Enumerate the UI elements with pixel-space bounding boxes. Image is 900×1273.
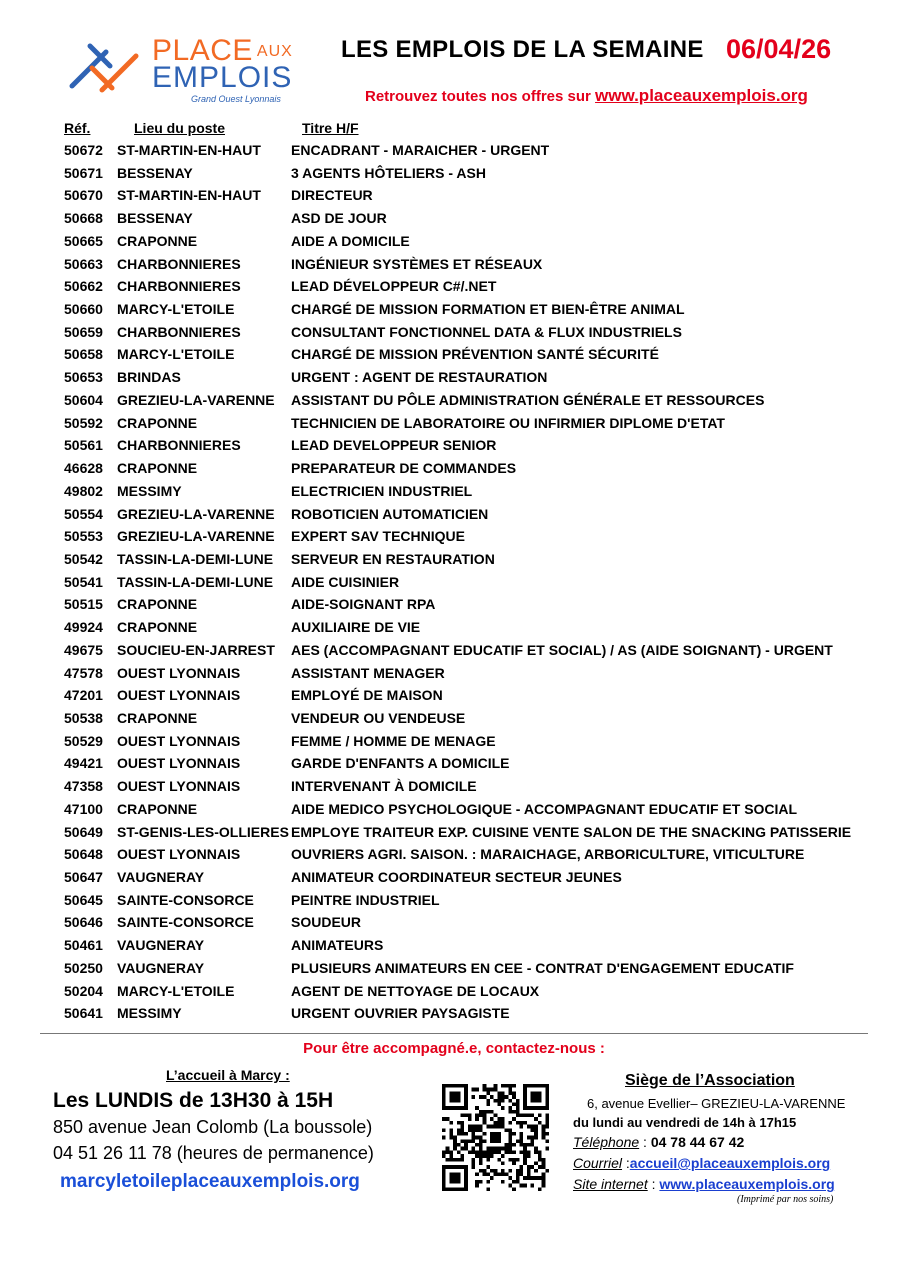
job-title: CHARGÉ DE MISSION PRÉVENTION SANTÉ SÉCURITÉ [291,346,659,363]
job-title: ANIMATEUR COORDINATEUR SECTEUR JEUNES [291,869,622,885]
job-location: ST-GENIS-LES-OLLIERES [117,823,289,840]
job-title: ELECTRICIEN INDUSTRIEL [291,482,473,499]
job-ref: 50670 [64,187,103,204]
job-location: MARCY-L'ETOILE [117,346,235,363]
table-row [0,571,900,594]
table-row [0,821,900,844]
job-location: SAINTE-CONSORCE [117,891,254,908]
job-title: INGÉNIEUR SYSTÈMES ET RÉSEAUX [291,255,543,272]
job-title: CONSULTANT FONCTIONNEL DATA & FLUX INDUSTRIELS [291,323,682,340]
job-ref: 50659 [64,323,103,340]
job-ref: 46628 [64,460,103,477]
table-row [0,480,900,503]
table-row [0,207,900,230]
marcy-label: L’accueil à Marcy : [166,1067,290,1083]
table-row [0,616,900,639]
job-title: ASSISTANT MENAGER [291,664,445,681]
table-row [0,298,900,321]
table-row [0,434,900,457]
job-location: CRAPONNE [117,800,198,817]
job-ref: 50538 [64,709,103,726]
table-row [0,798,900,821]
logo-arrows-icon [66,38,146,94]
table-row [0,866,900,889]
table-row [0,843,900,866]
job-ref: 50592 [64,414,103,431]
marcy-phone: 04 51 26 11 78 (heures de permanence) [53,1143,374,1163]
job-ref: 50641 [64,1005,103,1022]
job-location: CHARBONNIERES [117,323,241,340]
job-ref: 50554 [64,505,103,522]
column-header-lieu: Lieu du poste [134,120,225,136]
job-title: AIDE CUISINIER [291,573,400,590]
table-row [0,457,900,480]
job-location: GREZIEU-LA-VARENNE [117,391,275,408]
job-ref: 50648 [64,846,103,863]
marcy-site-link[interactable]: marcyletoileplaceauxemplois.org [60,1171,360,1192]
job-ref: 50561 [64,437,103,454]
logo-word-emplois: EMPLOIS [152,61,293,94]
table-row [0,253,900,276]
siege-label: Siège de l’Association [625,1072,795,1089]
job-location: MESSIMY [117,482,182,499]
jobs-table [0,139,900,1025]
job-title: URGENT OUVRIER PAYSAGISTE [291,1005,510,1022]
job-ref: 47358 [64,778,103,795]
job-title: ASD DE JOUR [291,210,387,227]
marcy-hours: Les LUNDIS de 13H30 à 15H [53,1089,334,1112]
job-ref: 50647 [64,869,103,885]
table-row [0,321,900,344]
table-row [0,957,900,980]
job-ref: 47100 [64,800,103,817]
job-title: SOUDEUR [291,914,362,931]
job-title: AIDE MEDICO PSYCHOLOGIQUE - ACCOMPAGNANT EDUCATIF ET SOCIAL [291,800,798,817]
job-location: OUEST LYONNAIS [117,778,241,795]
job-location: ST-MARTIN-EN-HAUT [117,187,261,204]
table-row [0,525,900,548]
job-title: PEINTRE INDUSTRIEL [291,891,440,908]
table-row [0,911,900,934]
table-row [0,366,900,389]
job-ref: 50668 [64,210,103,227]
job-title: EMPLOYÉ DE MAISON [291,687,443,704]
job-location: MARCY-L'ETOILE [117,301,235,318]
logo-word-place: PLACE AUX [152,34,293,67]
printed-note: (Imprimé par nos soins) [737,1194,834,1205]
job-title: EXPERT SAV TECHNIQUE [291,528,465,545]
job-title: 3 AGENTS HÔTELIERS - ASH [291,164,486,181]
siege-web: Site internet : www.placeauxemplois.org [573,1176,835,1192]
table-row [0,275,900,298]
job-title: ENCADRANT - MARAICHER - URGENT [291,142,550,158]
subtitle: Retrouvez toutes nos offres sur www.placeauxemplois.org [365,86,808,105]
job-location: BRINDAS [117,369,181,386]
table-row [0,889,900,912]
job-ref: 50662 [64,278,103,295]
table-row [0,343,900,366]
job-location: SAINTE-CONSORCE [117,914,254,931]
column-header-titre: Titre H/F [302,120,359,136]
job-title: FEMME / HOMME DE MENAGE [291,732,496,749]
job-location: CRAPONNE [117,232,198,249]
job-title: ASSISTANT DU PÔLE ADMINISTRATION GÉNÉRALE ET RESSOURCES [291,391,765,408]
job-title: CHARGÉ DE MISSION FORMATION ET BIEN-ÊTRE ANIMAL [291,301,685,318]
table-row [0,412,900,435]
table-row [0,730,900,753]
table-row [0,389,900,412]
job-location: OUEST LYONNAIS [117,664,241,681]
website-link[interactable]: www.placeauxemplois.org [595,86,808,105]
job-ref: 49421 [64,755,103,772]
siege-address: 6, avenue Evellier– GREZIEU-LA-VARENNE [587,1096,846,1111]
job-ref: 50658 [64,346,103,363]
job-ref: 50541 [64,573,103,590]
job-ref: 50660 [64,301,103,318]
page-title: LES EMPLOIS DE LA SEMAINE [341,36,704,63]
siege-phone: Téléphone : 04 78 44 67 42 [573,1134,745,1150]
job-ref: 50515 [64,596,103,613]
job-ref: 50672 [64,142,103,158]
job-title: TECHNICIEN DE LABORATOIRE OU INFIRMIER DIPLOME D'ETAT [291,414,725,431]
job-ref: 50604 [64,391,103,408]
job-location: CHARBONNIERES [117,437,241,454]
job-location: VAUGNERAY [117,937,205,954]
table-row [0,503,900,526]
qr-code-icon[interactable] [442,1084,549,1191]
job-location: CRAPONNE [117,460,198,477]
job-title: AUXILIAIRE DE VIE [291,619,421,636]
job-location: VAUGNERAY [117,959,205,976]
job-ref: 50646 [64,914,103,931]
job-title: EMPLOYE TRAITEUR EXP. CUISINE VENTE SALON DE THE SNACKING PATISSERIE [291,823,852,840]
siege-hours: du lundi au vendredi de 14h à 17h15 [573,1115,797,1130]
job-title: PLUSIEURS ANIMATEURS EN CEE - CONTRAT D'ENGAGEMENT EDUCATIF [291,959,794,976]
job-location: CRAPONNE [117,619,198,636]
table-row [0,934,900,957]
job-ref: 50653 [64,369,103,386]
contact-heading: Pour être accompagné.e, contactez-nous : [303,1040,605,1057]
job-ref: 50529 [64,732,103,749]
job-location: OUEST LYONNAIS [117,687,241,704]
table-row [0,230,900,253]
siege-website-link[interactable]: www.placeauxemplois.org [659,1176,835,1192]
table-row [0,184,900,207]
job-ref: 47201 [64,687,103,704]
job-ref: 50542 [64,550,103,567]
job-location: MARCY-L'ETOILE [117,982,235,999]
job-location: OUEST LYONNAIS [117,755,241,772]
job-title: OUVRIERS AGRI. SAISON. : MARAICHAGE, ARBORICULTURE, VITICULTURE [291,846,805,863]
email-link[interactable]: accueil@placeauxemplois.org [629,1155,831,1171]
job-ref: 49802 [64,482,103,499]
job-ref: 50553 [64,528,103,545]
job-title: URGENT : AGENT DE RESTAURATION [291,369,548,386]
job-location: ST-MARTIN-EN-HAUT [117,142,261,158]
job-ref: 49924 [64,619,103,636]
job-location: VAUGNERAY [117,869,205,885]
job-title: ANIMATEURS [291,937,384,954]
logo [66,34,316,108]
job-ref: 50645 [64,891,103,908]
page-date: 06/04/26 [726,34,832,64]
job-title: LEAD DÉVELOPPEUR C#/.NET [291,278,497,295]
table-row [0,1002,900,1025]
siege-email: Courriel :accueil@placeauxemplois.org [573,1155,831,1171]
job-location: CRAPONNE [117,414,198,431]
job-title: DIRECTEUR [291,187,373,204]
table-row [0,707,900,730]
job-title: INTERVENANT À DOMICILE [291,778,477,795]
table-row [0,775,900,798]
job-ref: 50649 [64,823,103,840]
job-location: MESSIMY [117,1005,182,1022]
job-location: SOUCIEU-EN-JARREST [117,641,275,658]
job-title: SERVEUR EN RESTAURATION [291,550,495,567]
table-row [0,593,900,616]
job-title: LEAD DEVELOPPEUR SENIOR [291,437,497,454]
job-location: OUEST LYONNAIS [117,846,241,863]
job-location: CHARBONNIERES [117,255,241,272]
job-title: PREPARATEUR DE COMMANDES [291,460,517,477]
job-ref: 50250 [64,959,103,976]
job-location: TASSIN-LA-DEMI-LUNE [117,550,274,567]
table-row [0,980,900,1003]
job-ref: 50461 [64,937,103,954]
job-location: GREZIEU-LA-VARENNE [117,528,275,545]
job-ref: 49675 [64,641,103,658]
job-ref: 50665 [64,232,103,249]
job-ref: 50663 [64,255,103,272]
job-location: GREZIEU-LA-VARENNE [117,505,275,522]
table-row [0,139,900,162]
column-header-ref: Réf. [64,120,91,136]
job-location: CRAPONNE [117,596,198,613]
table-row [0,684,900,707]
job-title: GARDE D'ENFANTS A DOMICILE [291,755,510,772]
job-title: VENDEUR OU VENDEUSE [291,709,466,726]
table-row [0,162,900,185]
job-title: AES (ACCOMPAGNANT EDUCATIF ET SOCIAL) / AS (AIDE SOIGNANT) - URGENT [291,641,833,658]
table-row [0,639,900,662]
job-ref: 50204 [64,982,103,999]
job-location: BESSENAY [117,210,193,227]
job-location: BESSENAY [117,164,193,181]
job-title: ROBOTICIEN AUTOMATICIEN [291,505,489,522]
job-title: AIDE-SOIGNANT RPA [291,596,436,613]
table-row [0,662,900,685]
job-location: CRAPONNE [117,709,198,726]
job-location: TASSIN-LA-DEMI-LUNE [117,573,274,590]
job-title: AGENT DE NETTOYAGE DE LOCAUX [291,982,540,999]
table-row [0,548,900,571]
logo-tagline: Grand Ouest Lyonnais [191,94,281,104]
job-location: OUEST LYONNAIS [117,732,241,749]
marcy-address: 850 avenue Jean Colomb (La boussole) [53,1117,373,1137]
job-location: CHARBONNIERES [117,278,241,295]
table-row [0,752,900,775]
divider [40,1033,868,1034]
job-ref: 47578 [64,664,103,681]
job-title: AIDE A DOMICILE [291,232,410,249]
job-ref: 50671 [64,164,103,181]
